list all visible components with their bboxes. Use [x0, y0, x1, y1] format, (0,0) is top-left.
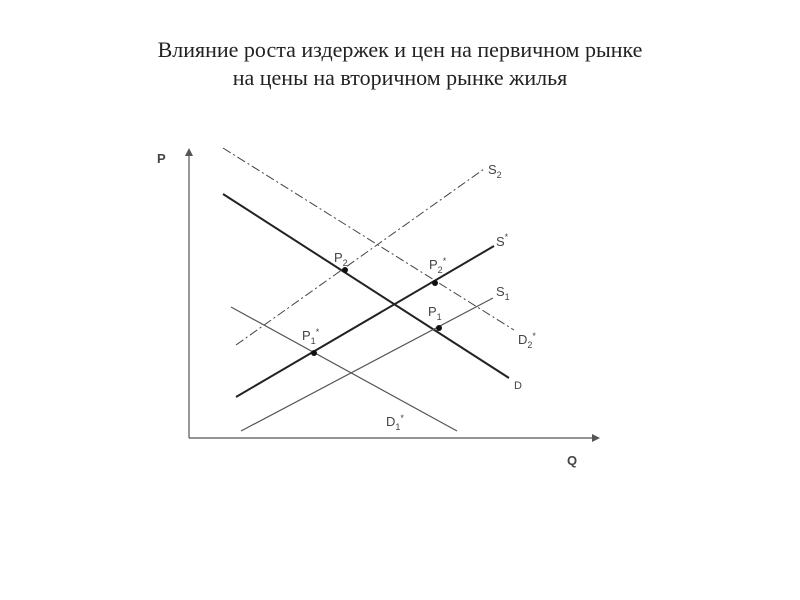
x-axis-label: Q	[567, 453, 578, 468]
label-p2: $P_2$	[334, 250, 348, 268]
point-p1	[436, 325, 442, 331]
supply-curve-s-star	[236, 246, 494, 397]
label-p1-star: $P_1^*$	[302, 327, 320, 346]
demand-curve-d2-star	[223, 148, 514, 330]
label-p1: $P_1$	[428, 304, 442, 322]
point-p1-star	[311, 350, 317, 356]
demand-curve-d	[223, 194, 509, 378]
y-axis-label: P	[157, 151, 166, 166]
demand-curve-d1-star	[231, 307, 457, 431]
supply-curve-s2	[236, 169, 484, 345]
title-line-2: на цены на вторичном рынке жилья	[232, 65, 568, 90]
label-p2-star: $P_2^*$	[429, 256, 447, 275]
label-d: D	[514, 380, 522, 392]
label-d1-star: $D_1^*$	[386, 413, 404, 432]
label-s1: $S_1$	[496, 284, 510, 302]
title-line-1: Влияние роста издержек и цен на первичном рынке	[157, 37, 643, 62]
supply-curve-s1	[241, 298, 493, 431]
label-s2: $S_2$	[488, 162, 502, 180]
label-d2-star: $D_2^*$	[518, 331, 536, 350]
point-p2-star	[432, 280, 438, 286]
label-s-star: S*	[496, 232, 509, 249]
